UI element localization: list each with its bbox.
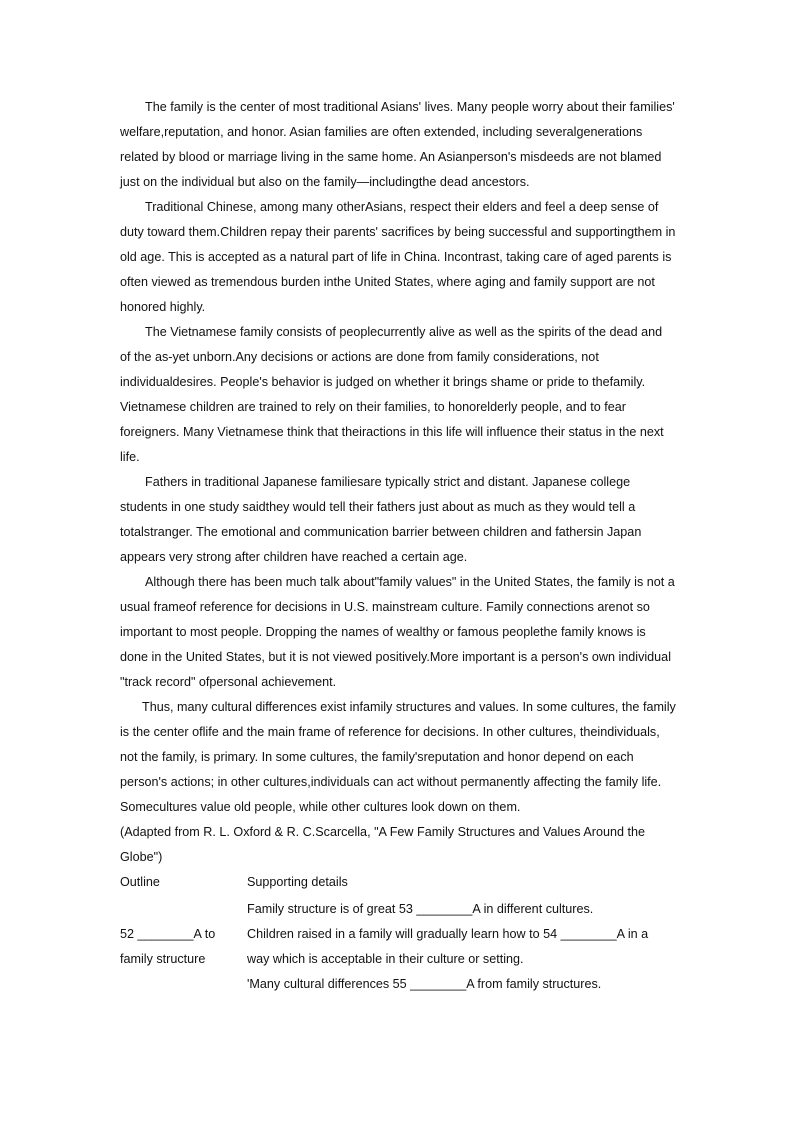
document-page xyxy=(120,95,676,997)
question-54-continued: way which is acceptable in their culture or setting. xyxy=(247,952,524,966)
outline-row-1 xyxy=(120,897,676,922)
supporting-details-header: Supporting details xyxy=(247,875,348,889)
paragraph-2: Traditional Chinese, among many otherAsians, respect their elders and feel a deep sense of duty toward them.Children repay their parents' sacrifices by being successful and supportingthem in old age. This is accepted as a natural part of life in China. Incontrast, taking care of aged parents is often viewed as tremendous burden inthe United States, where aging and family support are not honored highly. xyxy=(120,200,676,314)
paragraph-3: The Vietnamese family consists of peoplecurrently alive as well as the spirits of the dead and of the as-yet unborn.Any decisions or actions are done from family considerations, not individualdesires. People's behavior is judged on whether it brings shame or pride to thefamily. Vietnamese children are trained to rely on their families, to honorelderly people, and to fear foreigners. Many Vietnamese think that theiractions in this life will influence their status in the next life. xyxy=(120,325,664,464)
outline-cell-empty xyxy=(120,972,247,997)
outline-header-row xyxy=(120,870,676,895)
question-55-text: 'Many cultural differences 55 ________A from family structures. xyxy=(247,977,602,991)
paragraph-5: Although there has been much talk about"family values" in the United States, the family is not a usual frameof reference for decisions in U.S. mainstream culture. Family connections arenot so important to most people. Dropping the names of wealthy or famous peoplethe family knows is done in the United States, but it is not viewed positively.More important is a person's own individual "track record" ofpersonal achievement. xyxy=(120,575,675,689)
paragraph-6: Thus, many cultural differences exist infamily structures and values. In some cultures, the family is the center oflife and the main frame of reference for decisions. In other cultures, theindividuals, not the family, is primary. In some cultures, the family'sreputation and honor depend on each person's actions; in other cultures,individuals can act without permanently affecting the family life. Somecultures value old people, while other cultures look down on them. xyxy=(120,700,676,814)
outline-row-2 xyxy=(120,922,676,947)
paragraph-4: Fathers in traditional Japanese familiesare typically strict and distant. Japanese college students in one study saidthey would tell their fathers just about as much as they would tell a totalstranger. The emotional and communication barrier between children and fathersin Japan appears very strong after children have reached a certain age. xyxy=(120,475,642,564)
outline-header: Outline xyxy=(120,875,160,889)
outline-cell-empty xyxy=(120,897,247,922)
question-54-text: Children raised in a family will gradually learn how to 54 ________A in a xyxy=(247,927,649,941)
outline-row-3 xyxy=(120,947,676,972)
passage xyxy=(120,95,676,820)
source-citation: (Adapted from R. L. Oxford & R. C.Scarcella, "A Few Family Structures and Values Around the Globe") xyxy=(120,825,646,864)
question-53-text: Family structure is of great 53 ________A in different cultures. xyxy=(247,902,594,916)
question-52-continued: family structure xyxy=(120,952,206,966)
outline-table xyxy=(120,870,676,997)
outline-row-4 xyxy=(120,972,676,997)
paragraph-1: The family is the center of most traditional Asians' lives. Many people worry about their families' welfare,reputation, and honor. Asian families are often extended, including severalgenerations related by blood or marriage living in the same home. An Asianperson's misdeeds are not blamed just on the individual but also on the family—includingthe dead ancestors. xyxy=(120,100,675,189)
question-52-text: 52 ________A to xyxy=(120,927,216,941)
